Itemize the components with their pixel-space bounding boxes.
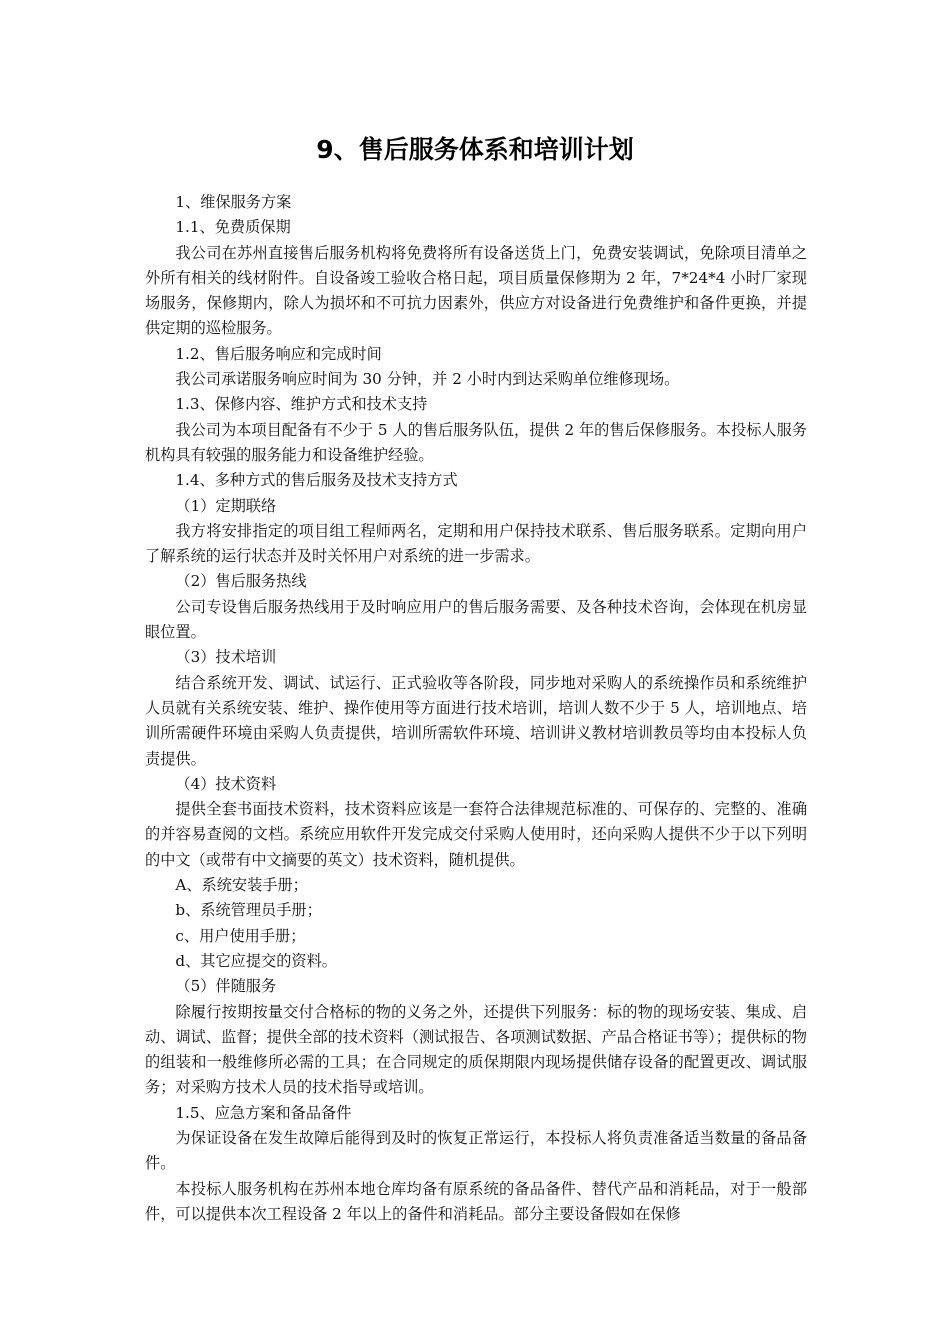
- section-heading: 1.5、应急方案和备品备件: [175, 1103, 352, 1122]
- body-paragraph: 我公司承诺服务响应时间为 30 分钟，并 2 小时内到达采购单位维修现场。: [175, 370, 680, 389]
- document-body: [145, 190, 807, 1227]
- body-paragraph: 我公司为本项目配备有不少于 5 人的售后服务队伍，提供 2 年的售后保修服务。本投标人服务机构具有较强的服务能力和设备维护经验。: [145, 420, 807, 464]
- section-heading: 1.4、多种方式的售后服务及技术支持方式: [175, 471, 458, 490]
- section-heading: （2）售后服务热线: [175, 572, 307, 591]
- section-heading: （1）定期联络: [175, 496, 277, 515]
- section-heading: b、系统管理员手册；: [175, 901, 322, 920]
- body-paragraph: 结合系统开发、调试、试运行、正式验收等各阶段，同步地对采购人的系统操作员和系统维护人员就有关系统安装、维护、操作使用等方面进行技术培训，培训人数不少于 5 人，培训地点、培训所需硬件环境由采购人负责提供，培训所需软件环境、培训讲义教材培训教员等均由本投标人负责提供。: [145, 673, 807, 768]
- body-paragraph: 本投标人服务机构在苏州本地仓库均备有原系统的备品备件、替代产品和消耗品，对于一般部件，可以提供本次工程设备 2 年以上的备件和消耗品。部分主要设备假如在保修: [145, 1179, 807, 1223]
- section-heading: （4）技术资料: [175, 774, 277, 793]
- body-paragraph: 我方将安排指定的项目组工程师两名，定期和用户保持技术联系、售后服务联系。定期向用户了解系统的运行状态并及时关怀用户对系统的进一步需求。: [145, 521, 807, 566]
- body-paragraph: 除履行按期按量交付合格标的物的义务之外，还提供下列服务：标的物的现场安装、集成、启动、调试、监督；提供全部的技术资料（测试报告、各项测试数据、产品合格证书等）；提供标的物的组装和一般维修所必需的工具；在合同规定的质保期限内现场提供储存设备的配置更改、调试服务；对采购方技术人员的技术指导或培训。: [145, 1002, 807, 1097]
- section-heading: c、用户使用手册；: [175, 926, 306, 945]
- section-heading: 1.3、保修内容、维护方式和技术支持: [175, 395, 428, 414]
- body-paragraph: 我公司在苏州直接售后服务机构将免费将所有设备送货上门，免费安装调试，免除项目清单之外所有相关的线材附件。自设备竣工验收合格日起，项目质量保修期为 2 年，7*24*4 小时厂家现场服务，保修期内，除人为损坏和不可抗力因素外，供应方对设备进行免费维护和备件更换，并提供定期的巡检服务。: [145, 243, 807, 338]
- body-paragraph: 提供全套书面技术资料，技术资料应该是一套符合法律规范标准的、可保存的、完整的、准确的并容易查阅的文档。系统应用软件开发完成交付采购人使用时，还向采购人提供不少于以下列明的中文（或带有中文摘要的英文）技术资料，随机提供。: [145, 800, 807, 869]
- body-paragraph: 公司专设售后服务热线用于及时响应用户的售后服务需要、及各种技术咨询，会体现在机房显眼位置。: [145, 597, 807, 642]
- body-paragraph: 为保证设备在发生故障后能得到及时的恢复正常运行，本投标人将负责准备适当数量的备品备件。: [145, 1128, 807, 1173]
- section-heading: （5）伴随服务: [175, 977, 277, 996]
- section-heading: （3）技术培训: [175, 648, 277, 667]
- section-heading: d、其它应提交的资料。: [175, 951, 337, 970]
- section-heading: 1.2、售后服务响应和完成时间: [175, 344, 382, 363]
- page-title: 9、售后服务体系和培训计划: [316, 135, 634, 164]
- section-heading: A、系统安装手册；: [175, 876, 308, 895]
- section-heading: 1、维保服务方案: [175, 193, 292, 211]
- section-heading: 1.1、免费质保期: [175, 218, 291, 237]
